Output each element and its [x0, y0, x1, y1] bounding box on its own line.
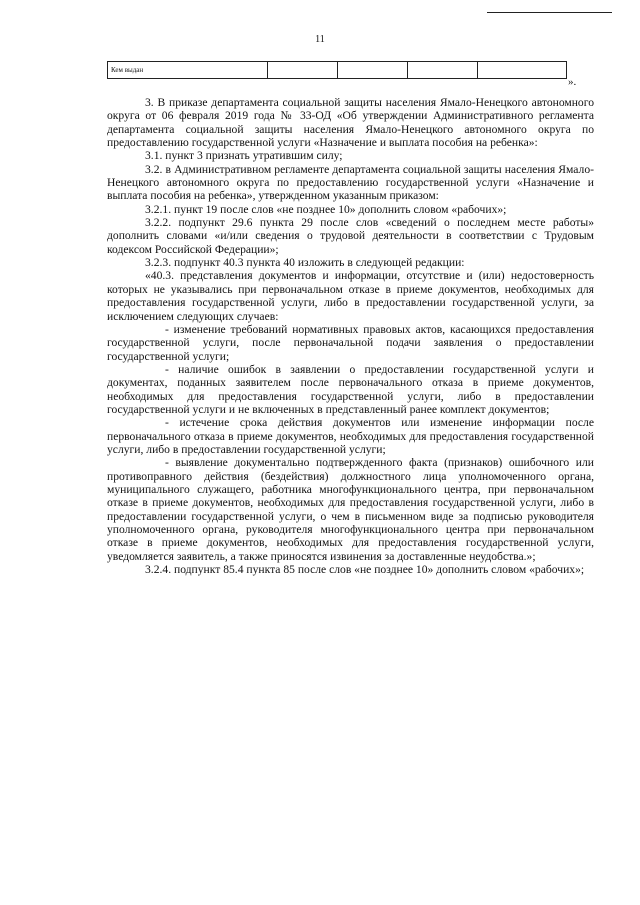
closing-quote: ». [568, 76, 577, 88]
paragraph: 3.2.4. подпункт 85.4 пункта 85 после слов «не позднее 10» дополнить словом «рабочих»; [145, 563, 585, 577]
list-item: - наличие ошибок в заявлении о предоставлении государственной услуги и документах, поданных заявителем после первоначального отказа в приеме документов, необходимых для предоставления государственной услуги, либо в предоставлении государственной услуги и не включенных в представленный ранее комплект документов; [107, 362, 594, 416]
paragraph: 3. В приказе департамента социальной защиты населения Ямало-Ненецкого автономного округа от 06 февраля 2019 года № 33-ОД «Об утверждении Административного регламента департамента социальной защиты населения Ямало-Ненецкого автономного округа по предоставлению государственной услуги «Назначение и выплата пособия на ребенка»: [107, 96, 594, 150]
page-number: 11 [315, 34, 325, 45]
top-rule [487, 12, 612, 13]
paragraph: 3.2.2. подпункт 29.6 пункта 29 после слов «сведений о последнем месте работы» дополнить словами «и/или сведения о трудовой деятельности в соответствии с Трудовым кодексом Российской Федерации»; [107, 216, 594, 256]
issuer-cell [478, 62, 567, 79]
paragraph: 3.2. в Административном регламенте департамента социальной защиты населения Ямало-Ненецкого автономного округа по предоставлению государственной услуги «Назначение и выплата пособия на ребенка», утвержденном указанным приказом: [107, 162, 594, 203]
list-item: - выявление документально подтвержденного факта (признаков) ошибочного или противоправного действия (бездействия) должностного лица уполномоченного органа, муниципального служащего, работника многофункционального центра, при первоначальном отказе в приеме документов, необходимых для предоставления государственной услуги, либо в предоставлении государственной услуги, о чем в письменном виде за подписью руководителя уполномоченного органа, руководителя многофункционального центра при первоначальном отказе в приеме документов, необходимых для предоставления государственной услуги, уведомляется заявитель, а также приносятся извинения за доставленные неудобства.»; [107, 456, 594, 563]
issuer-table [107, 61, 567, 79]
paragraph: 3.1. пункт 3 признать утратившим силу; [145, 149, 343, 163]
issuer-cell [408, 62, 478, 79]
issuer-cell [338, 62, 408, 79]
issuer-label: Кем выдан [108, 62, 268, 79]
paragraph: 3.2.1. пункт 19 после слов «не позднее 10» дополнить словом «рабочих»; [145, 202, 507, 216]
paragraph: 3.2.3. подпункт 40.3 пункта 40 изложить в следующей редакции: [145, 256, 465, 270]
document-body [107, 96, 594, 576]
list-item: - истечение срока действия документов или изменение информации после первоначального отказа в приеме документов, необходимых для предоставления государственной услуги, либо в предоставлении государственной услуги; [107, 416, 594, 456]
paragraph: «40.3. представления документов и информации, отсутствие и (или) недостоверность которых не указывались при первоначальном отказе в приеме документов, необходимых для предоставления государственной услуги, либо в предоставлении государственной услуги, за исключением следующих случаев: [107, 269, 594, 323]
list-item: - изменение требований нормативных правовых актов, касающихся предоставления государственной услуги, после первоначальной подачи заявления о предоставлении государственной услуги; [107, 322, 594, 363]
issuer-cell [267, 62, 337, 79]
